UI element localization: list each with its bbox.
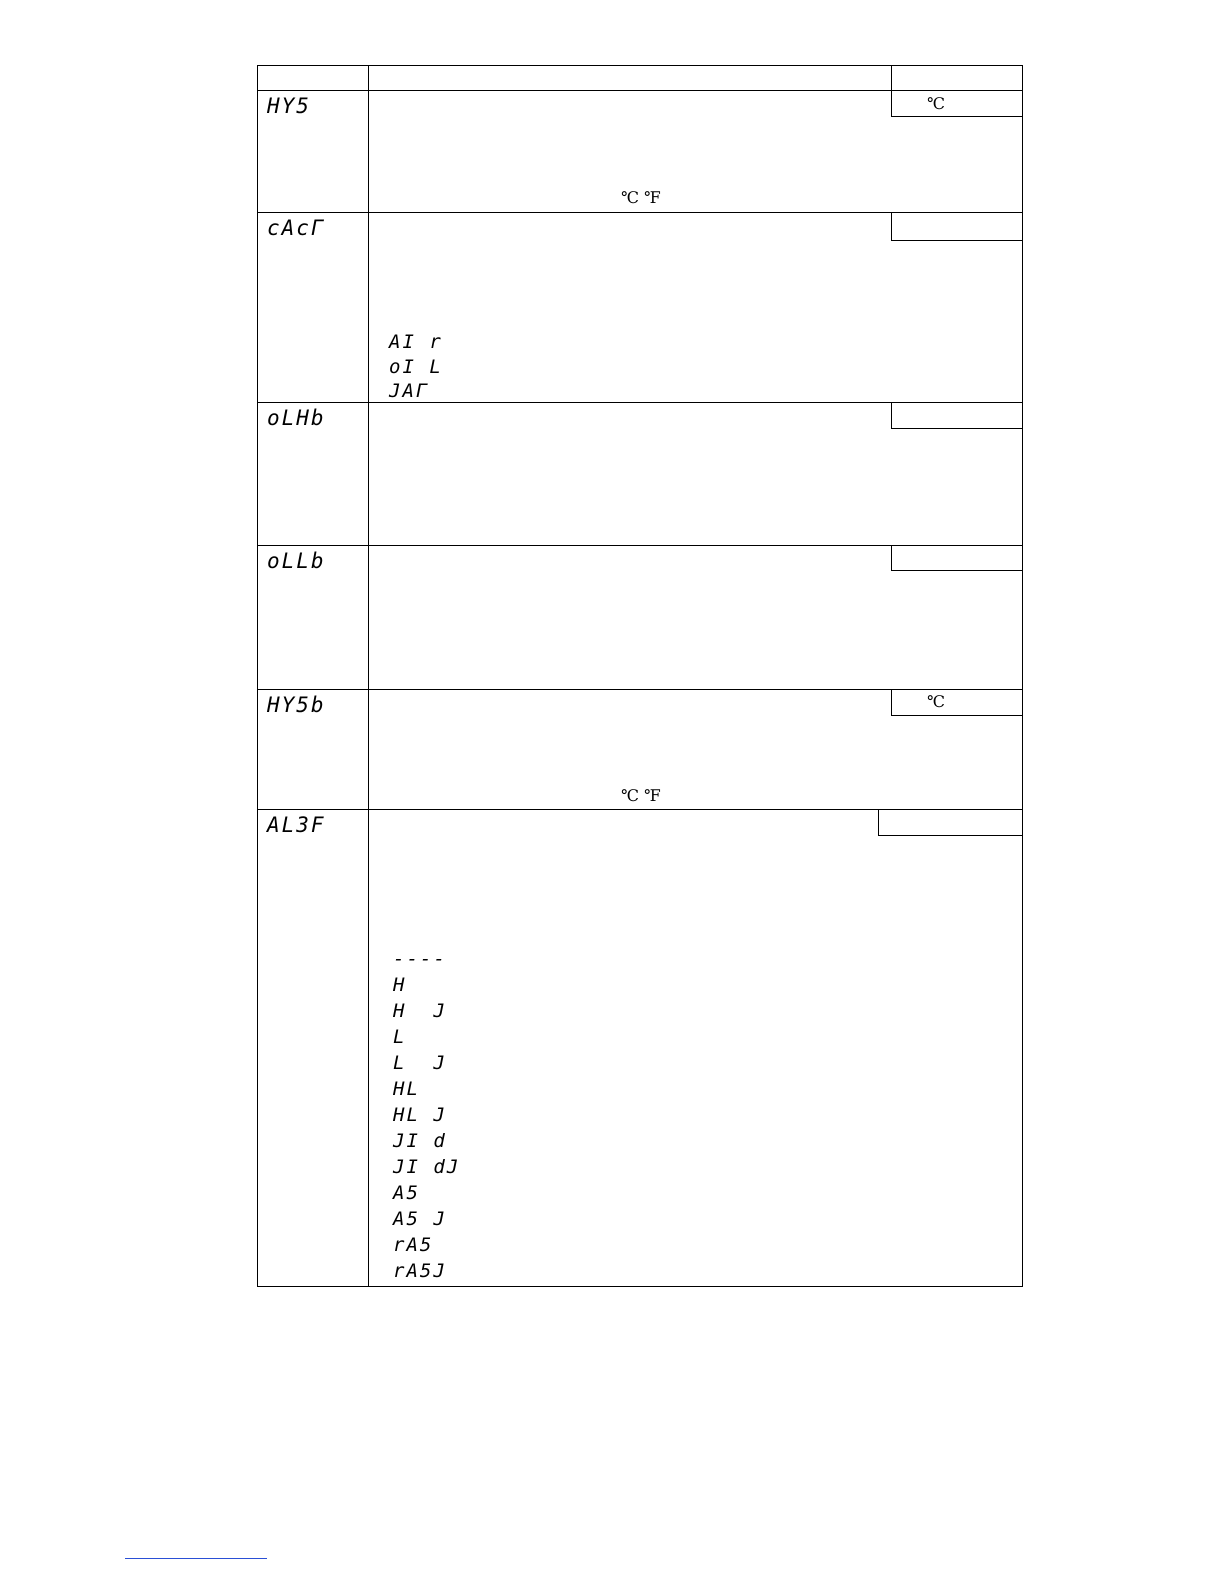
option-item: JI d	[393, 1130, 447, 1152]
param-code-hysb: HY5b	[267, 693, 326, 717]
unit-options-text: ℃ ℉	[621, 188, 661, 207]
param-code-al3f: AL3F	[267, 813, 326, 837]
unit-box	[891, 212, 1023, 241]
unit-box	[878, 809, 1023, 836]
param-code-hys: HY5	[267, 94, 311, 118]
option-item: HL J	[393, 1104, 447, 1126]
option-item: rA5J	[393, 1260, 447, 1282]
column-divider	[891, 65, 892, 91]
option-item: rA5	[393, 1234, 434, 1256]
option-item: AI r	[389, 331, 443, 353]
option-item: L J	[393, 1052, 447, 1074]
parameter-table	[257, 65, 1023, 1287]
unit-box	[891, 90, 1023, 117]
option-item: A5	[393, 1182, 420, 1204]
option-item: H J	[393, 1000, 447, 1022]
option-item: ----	[393, 948, 447, 970]
unit-label: ℃	[927, 692, 945, 711]
option-item: JAΓ	[389, 380, 430, 402]
footnote-rule	[125, 1558, 267, 1559]
unit-box	[891, 545, 1023, 571]
table-border	[257, 65, 1023, 1287]
option-item: oI L	[389, 356, 443, 378]
option-item: HL	[393, 1078, 420, 1100]
unit-box	[891, 689, 1023, 716]
column-divider	[368, 65, 369, 1287]
unit-options-text: ℃ ℉	[621, 786, 661, 805]
option-item: A5 J	[393, 1208, 447, 1230]
option-item: H	[393, 974, 407, 996]
param-code-olhb: oLHb	[267, 406, 326, 430]
param-code-ollb: oLLb	[267, 549, 326, 573]
unit-box	[891, 402, 1023, 429]
unit-label: ℃	[927, 94, 945, 113]
option-item: JI dJ	[393, 1156, 461, 1178]
option-item: L	[393, 1026, 407, 1048]
param-code-cact: cAcΓ	[267, 216, 326, 240]
